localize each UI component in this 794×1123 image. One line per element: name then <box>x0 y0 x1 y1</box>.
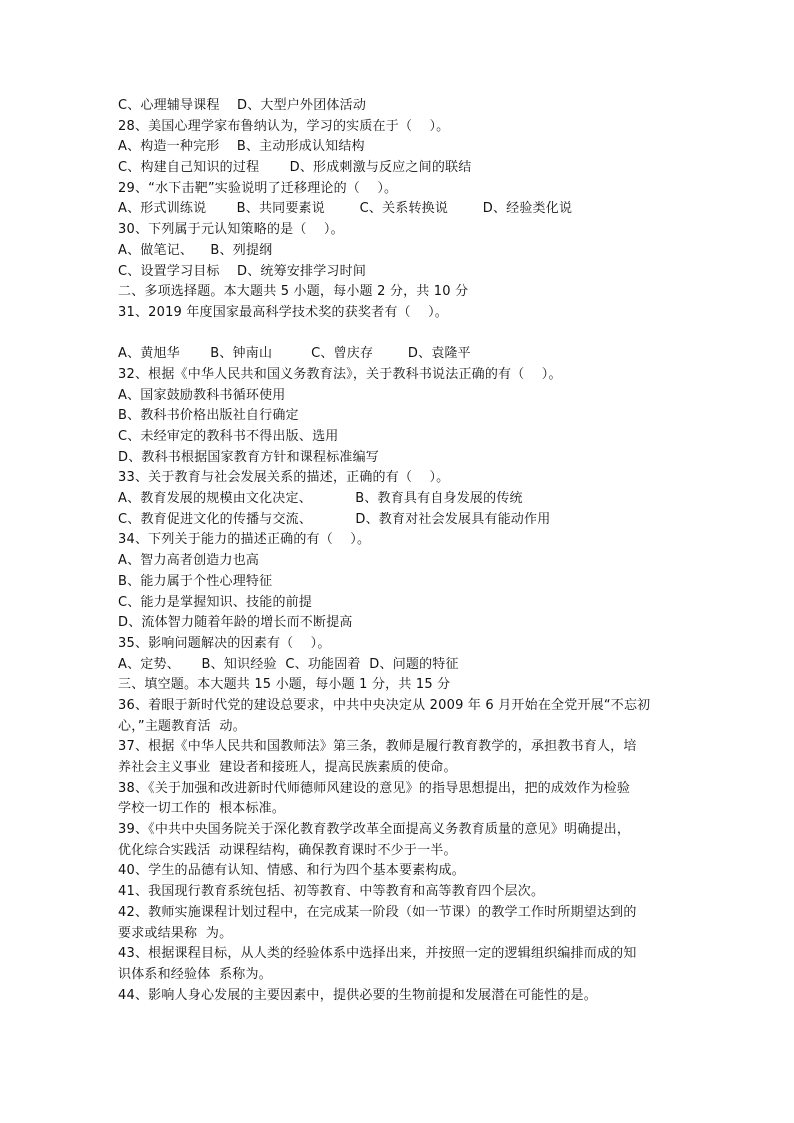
text-line: A、形式训练说 B、共同要素说 C、关系转换说 D、经验类化说 <box>118 201 573 217</box>
text-line: C、心理辅导课程 D、大型户外团体活动 <box>118 98 367 113</box>
text-line: 养社会主义事业 建设者和接班人，提高民族素质的使命。 <box>118 760 457 775</box>
text-line: 30、下列属于元认知策略的是（ ）。 <box>118 222 344 238</box>
question-block-upper <box>118 96 678 324</box>
text-line: 42、教师实施课程计划过程中，在完成某一阶段（如一节课）的教学工作时所期望达到的 <box>118 904 637 920</box>
text-line: A、智力高者创造力也高 <box>118 553 260 569</box>
text-line: 32、根据《中华人民共和国义务教育法》，关于教科书说法正确的有（ ）。 <box>118 366 562 382</box>
text-line: 43、根据课程目标，从人类的经验体系中选择出来，并按照一定的逻辑组织编排而成的知 <box>118 946 637 962</box>
blank-line <box>118 324 678 345</box>
text-line: 38、《关于加强和改进新时代师德师风建设的意见》的指导思想提出，把的成效作为检验 <box>118 780 631 796</box>
text-line: 34、下列关于能力的描述正确的有（ ）。 <box>118 532 371 548</box>
text-line: B、能力属于个性心理特征 <box>118 573 273 589</box>
text-line: 37、根据《中华人民共和国教师法》第三条，教师是履行教育教学的，承担教书育人，培 <box>118 739 637 755</box>
text-line: 31、2019 年度国家最高科学技术奖的获奖者有（ ）。 <box>118 304 448 320</box>
text-line: D、教科书根据国家教育方针和课程标准编写 <box>118 449 380 465</box>
text-line: A、教育发展的规模由文化决定、 B、教育具有自身发展的传统 <box>118 491 523 507</box>
text-line: 36、着眼于新时代党的建设总要求，中共中央决定从 2009 年 6 月开始在全党开展“不忘初 <box>118 697 651 713</box>
text-line: 优化综合实践活 动课程结构，确保教育课时不少于一半。 <box>118 842 457 858</box>
text-line: 41、我国现行教育系统包括、初等教育、中等教育和高等教育四个层次。 <box>118 884 545 900</box>
text-line: C、设置学习目标 D、统筹安排学习时间 <box>118 263 367 279</box>
text-line: 44、影响人身心发展的主要因素中，提供必要的生物前提和发展潜在可能性的是。 <box>118 987 597 1003</box>
text-line: C、未经审定的教科书不得出版、选用 <box>118 429 339 444</box>
exam-text-body <box>118 96 678 1006</box>
question-block-lower <box>118 344 678 1006</box>
text-line: A、定势、 B、知识经验 C、功能固着 D、问题的特征 <box>118 656 459 672</box>
text-line: 29、“水下击靶”实验说明了迁移理论的（ ）。 <box>118 180 398 196</box>
text-line: A、黄旭华 B、钟南山 C、曾庆存 D、袁隆平 <box>118 346 471 362</box>
text-line: 39、《中共中央国务院关于深化教育教学改革全面提高义务教育质量的意见》明确提出， <box>118 822 631 838</box>
text-line: 33、关于教育与社会发展关系的描述，正确的有（ ）。 <box>118 470 450 486</box>
text-line: A、做笔记、 B、列提纲 <box>118 242 273 258</box>
text-line: 35、影响问题解决的因素有（ ）。 <box>118 635 331 651</box>
text-line: 28、美国心理学家布鲁纳认为，学习的实质在于（ ）。 <box>118 118 450 134</box>
text-line: A、国家鼓励教科书循环使用 <box>118 387 286 403</box>
text-line: 要求或结果称 为。 <box>118 925 233 941</box>
text-line: C、教育促进文化的传播与交流、 D、教育对社会发展具有能动作用 <box>118 511 551 527</box>
text-line: 40、学生的品德有认知、情感、和行为四个基本要素构成。 <box>118 863 465 879</box>
text-line: 三、填空题。本大题共 15 小题，每小题 1 分，共 15 分 <box>118 677 451 693</box>
text-line: D、流体智力随着年龄的增长而不断提高 <box>118 615 353 631</box>
text-line: C、能力是掌握知识、技能的前提 <box>118 594 313 610</box>
text-line: A、构造一种完形 B、主动形成认知结构 <box>118 139 365 155</box>
text-line: 二、多项选择题。本大题共 5 小题，每小题 2 分，共 10 分 <box>118 284 469 300</box>
text-line: B、教科书价格出版社自行确定 <box>118 408 299 424</box>
text-line: C、构建自己知识的过程 D、形成刺激与反应之间的联结 <box>118 160 472 176</box>
text-line: 心，”主题教育活 动。 <box>118 718 246 734</box>
text-line: 学校一切工作的 根本标准。 <box>118 801 286 817</box>
text-line: 识体系和经验体 系称为。 <box>118 966 272 982</box>
